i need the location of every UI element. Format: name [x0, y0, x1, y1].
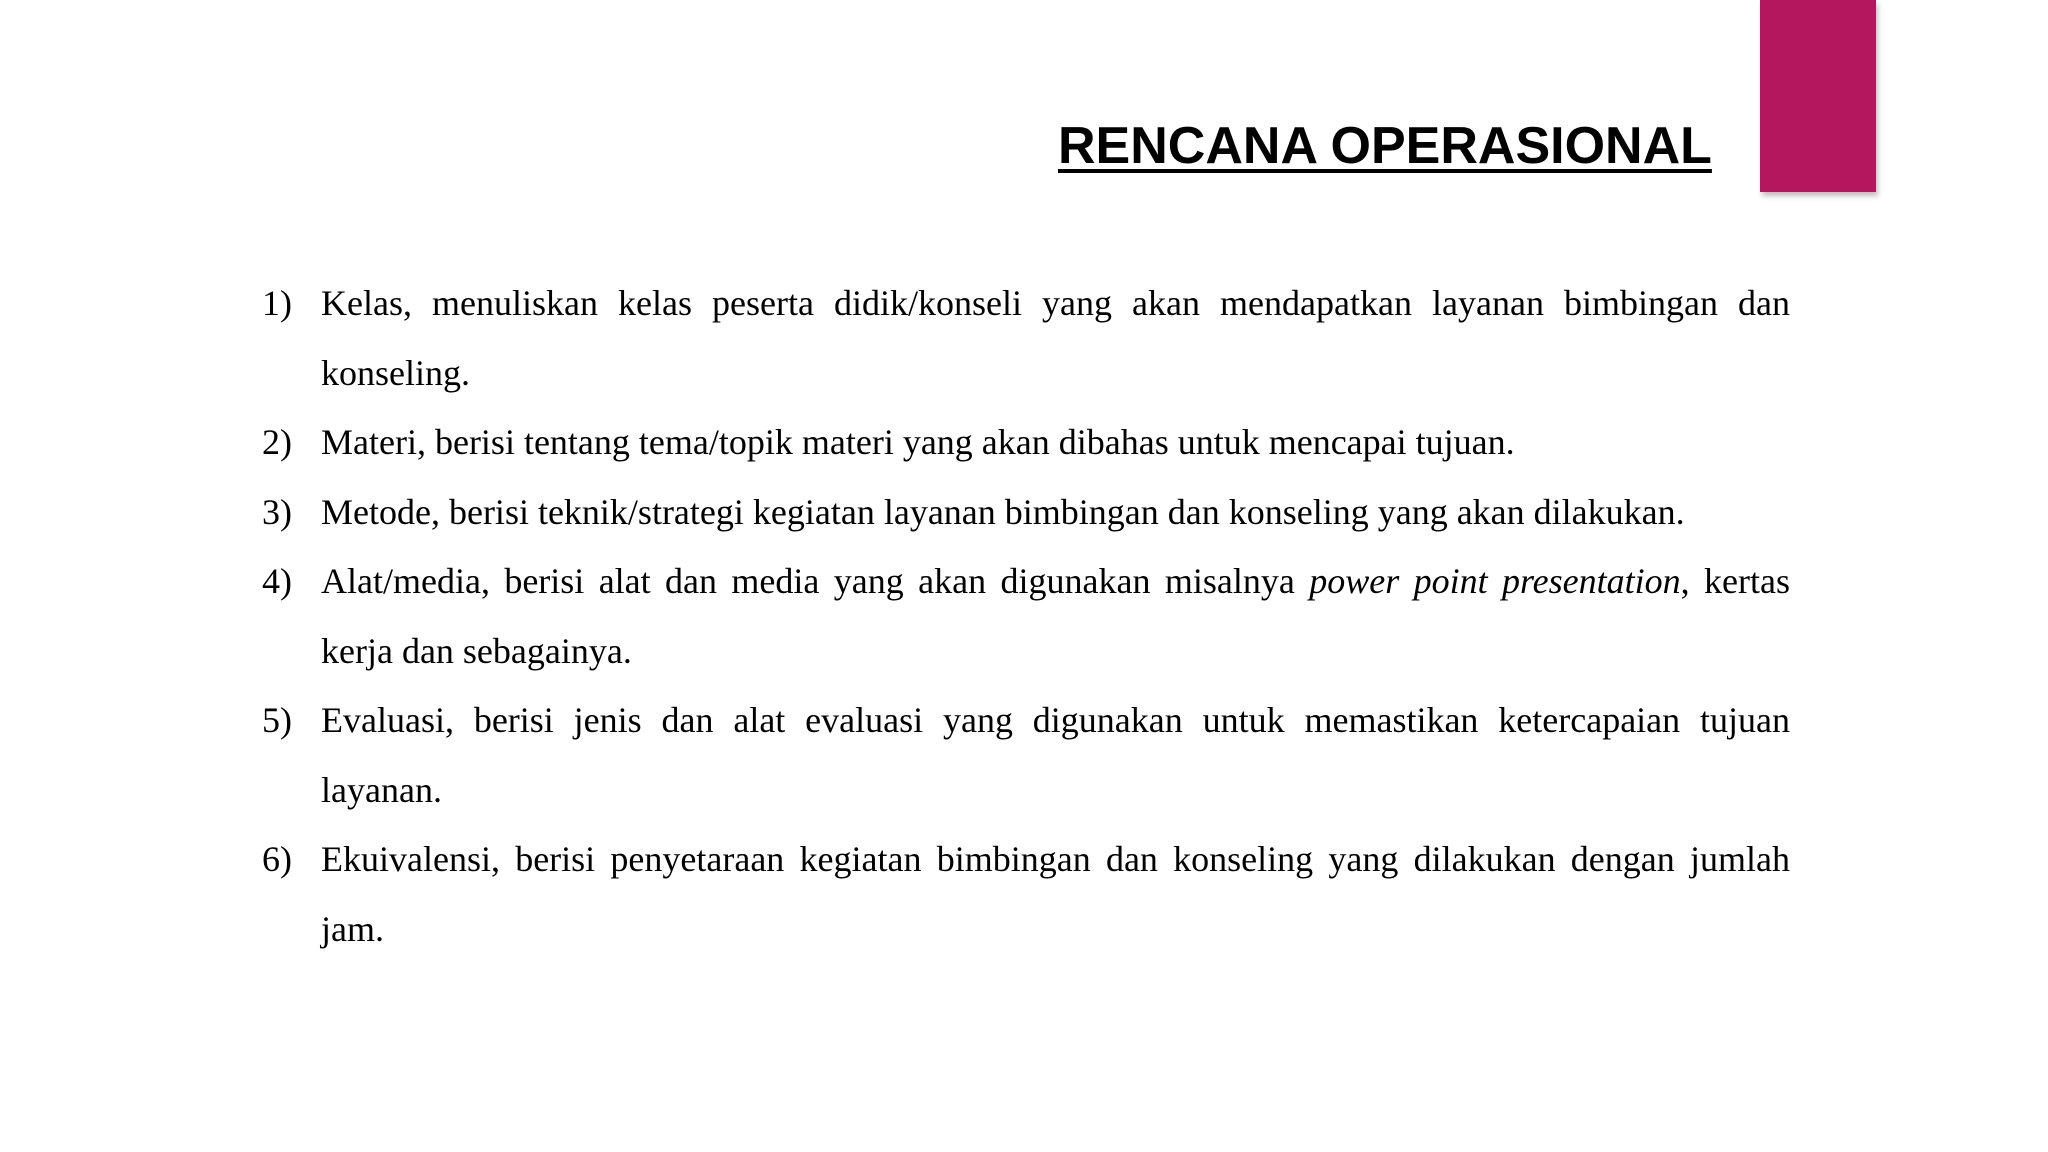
list-item-text: Evaluasi, berisi jenis dan alat evaluasi yang digunakan untuk memastikan ketercapaian tujuan layanan.: [321, 700, 1790, 810]
list-item: [262, 825, 1790, 964]
list-item-text: Kelas, menuliskan kelas peserta didik/konseli yang akan mendapatkan layanan bimbingan dan konseling.: [321, 283, 1790, 393]
list-item-number: 4): [262, 561, 292, 601]
operational-plan-list: [262, 269, 1790, 964]
list-item: [262, 478, 1790, 548]
list-item-number: 5): [262, 700, 292, 740]
list-item-text: [321, 547, 1790, 686]
slide-title: RENCANA OPERASIONAL: [1058, 117, 1712, 175]
list-item-number: 3): [262, 491, 292, 532]
list-item: [262, 408, 1790, 478]
list-item-number: 2): [262, 422, 292, 462]
list-item-text: Materi, berisi tentang tema/topik materi yang akan dibahas untuk mencapai tujuan.: [321, 422, 1515, 462]
list-item-text: Ekuivalensi, berisi penyetaraan kegiatan bimbingan dan konseling yang dilakukan dengan jumlah jam.: [321, 839, 1790, 949]
list-item-text-italic: power point presentation: [1309, 561, 1681, 601]
list-item-text-end: , kertas kerja dan sebagainya.: [321, 561, 1790, 671]
list-item: [262, 686, 1790, 825]
list-item-text: Metode, berisi teknik/strategi kegiatan layanan bimbingan dan konseling yang akan dilakukan.: [321, 491, 1685, 532]
list-item-number: 1): [262, 283, 292, 323]
accent-bar: [1760, 0, 1876, 192]
list-item: [262, 547, 1790, 686]
list-item-text-start: Alat/media, berisi alat dan media yang akan digunakan misalnya: [321, 561, 1310, 601]
list-item-number: 6): [262, 839, 292, 879]
list-item: [262, 269, 1790, 408]
